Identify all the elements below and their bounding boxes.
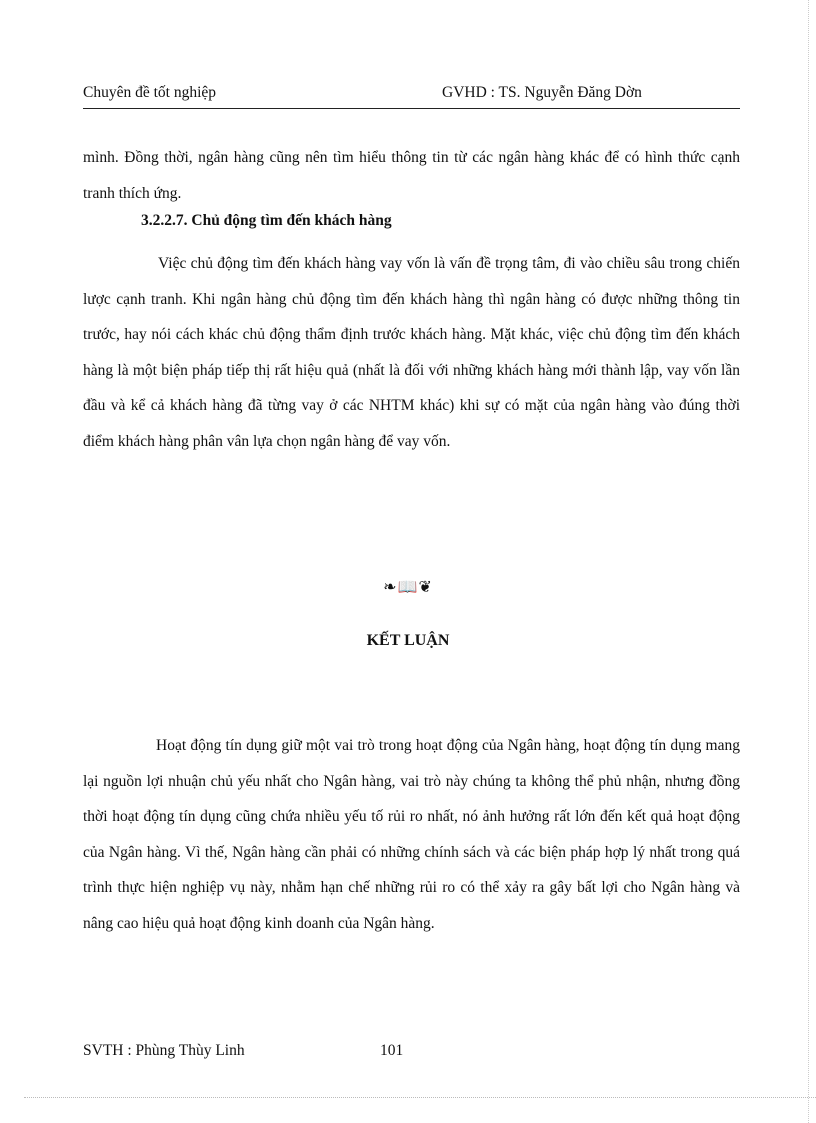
page-header [83,82,740,109]
conclusion-title: KẾT LUẬN [366,632,450,649]
paragraph-intro: mình. Đồng thời, ngân hàng cũng nên tìm hiểu thông tin từ các ngân hàng khác để có hình thức cạnh tranh thích ứng. [83,149,740,202]
paragraph-section: Việc chủ động tìm đến khách hàng vay vốn là vấn đề trọng tâm, đi vào chiều sâu trong chiến lược cạnh tranh. Khi ngân hàng chủ động tìm đến khách hàng thì ngân hàng có được những thông tin trước, hay nói cách khác chủ động thẩm định trước khách hàng. Mặt khác, việc chủ động tìm đến khách hàng là một biện pháp tiếp thị rất hiệu quả (nhất là đối với những khách hàng mới thành lập, vay vốn lần đầu và kể cả khách hàng đã từng vay ở các NHTM khác) khi sự có mặt của ngân hàng vào đúng thời điểm khách hàng phân vân lựa chọn ngân hàng để vay vốn. [83,255,740,450]
paragraph-conclusion: Hoạt động tín dụng giữ một vai trò trong hoạt động của Ngân hàng, hoạt động tín dụng mang lại nguồn lợi nhuận chủ yếu nhất cho Ngân hàng, vai trò này chúng ta không thể phủ nhận, nhưng đồng thời hoạt động tín dụng cũng chứa nhiều yếu tố rủi ro nhất, nó ảnh hưởng rất lớn đến kết quả hoạt động của Ngân hàng. Vì thế, Ngân hàng cần phải có những chính sách và các biện pháp hợp lý nhất trong quá trình thực hiện nghiệp vụ này, nhằm hạn chế những rủi ro có thể xảy ra gây bất lợi cho Ngân hàng và nâng cao hiệu quả hoạt động kinh doanh của Ngân hàng. [83,737,740,932]
page-edge-divider-vertical [808,0,809,1123]
footer-student: SVTH : Phùng Thùy Linh [83,1042,245,1059]
ornament-icon: ❧📖❦ [383,579,433,596]
section-heading: 3.2.2.7. Chủ động tìm đến khách hàng [141,212,392,229]
header-thesis-label: Chuyên đề tốt nghiệp [83,84,217,101]
page-edge-divider [24,1097,816,1098]
page-number: 101 [380,1042,404,1059]
header-advisor: GVHD : TS. Nguyễn Đăng Dờn [442,84,642,101]
